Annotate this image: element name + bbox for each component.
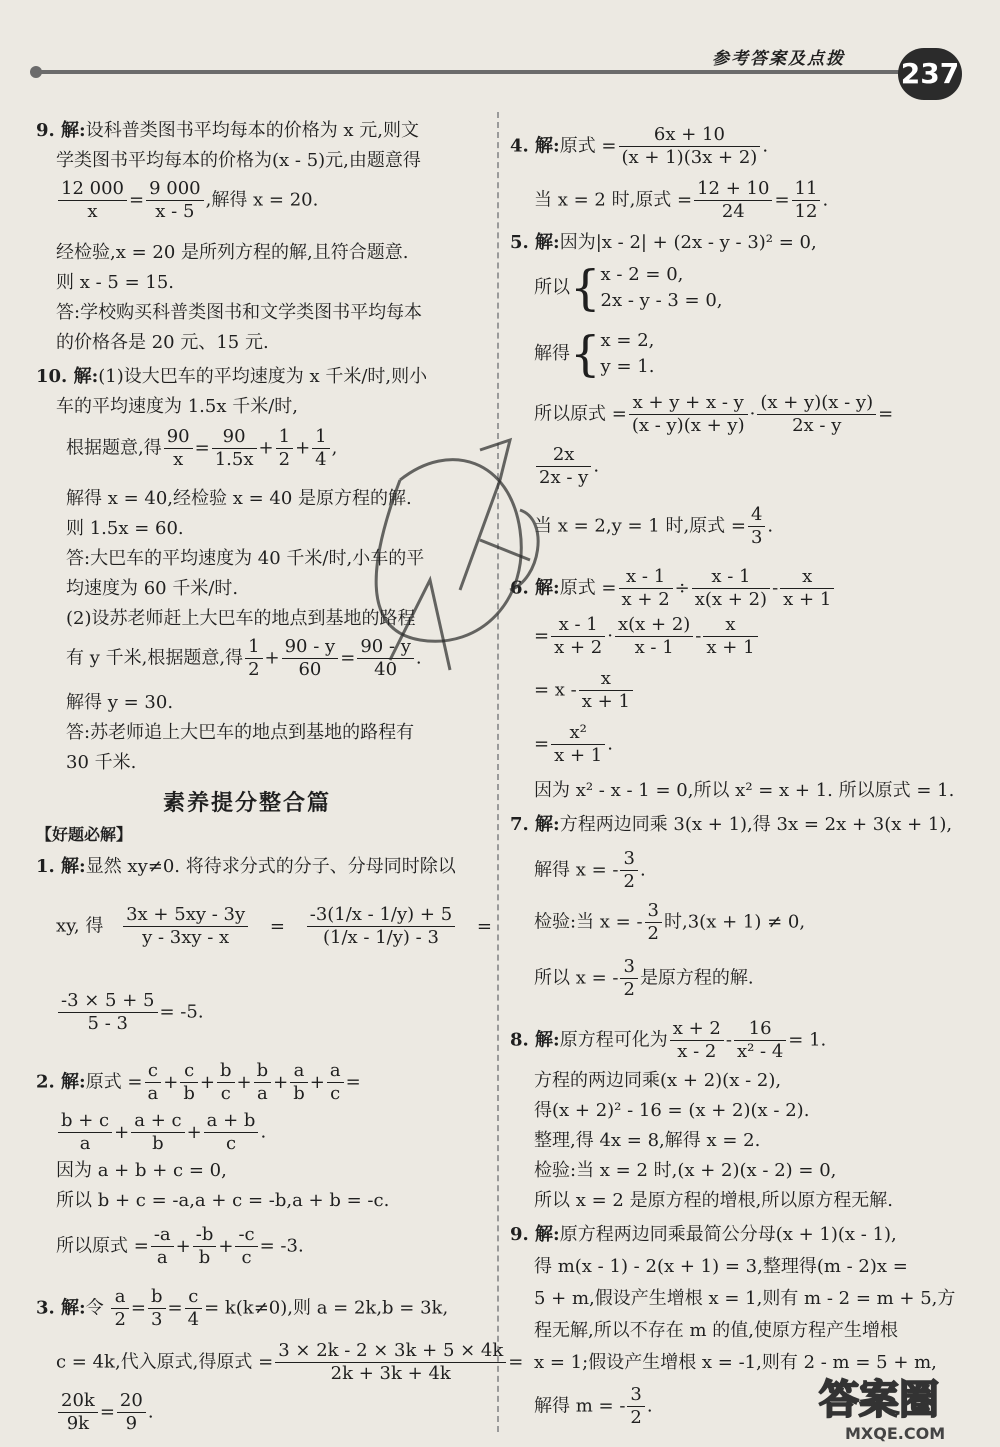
section-tag: 【好题必解】 bbox=[36, 825, 133, 844]
right-q5-line6: 当 x = 2,y = 1 时,原式 = $\frac{4}{3}$ . bbox=[534, 504, 774, 548]
right-q5-line4: 所以原式 = $\frac{x + y + x - y}{(x - y)(x + y)}$ · $\frac{(x + y)(x - y)}{2x - y}$ = bbox=[534, 392, 894, 436]
svg-text:答案圈: 答案圈 bbox=[819, 1377, 939, 1423]
right-q9-line2: 得 m(x - 1) - 2(x + 1) = 3,整理得(m - 2)x = bbox=[534, 1256, 908, 1277]
right-q9-line3: 5 + m,假设产生增根 x = 1,则有 m - 2 = m + 5,方 bbox=[534, 1288, 956, 1309]
fraction: $\frac{-b}{b}$ bbox=[193, 1224, 217, 1269]
left-s1-equation: xy, 得 $\frac{3x + 5xy - 3y}{y - 3xy - x}$ = $\frac{-3(1/x - 1/y) + 5}{(1/x - 1/y) - 3}$ = bbox=[56, 904, 492, 948]
right-q9-line6: 解得 m = - $\frac{3}{2}$ . bbox=[534, 1384, 653, 1428]
left-q10-line12: 30 千米. bbox=[66, 752, 137, 773]
right-q5-system1: 所以{ x - 2 = 0, 2x - y - 3 = 0, bbox=[534, 260, 723, 316]
left-s3-line2: c = 4k,代入原式,得原式 = $\frac{3 \times 2k - 2 \times 3k + 5 \times 4k}{2k + 3k + 4k}$ = bbox=[56, 1340, 524, 1384]
left-s3-line1: 3. 解:令 $\frac{a}{2}$ = $\frac{b}{3}$ = $\frac{c}{4}$ = k(k≠0),则 a = 2k,b = 3k, bbox=[36, 1286, 449, 1330]
plus-sign: + bbox=[236, 1071, 252, 1093]
left-s2-line1: 2. 解:原式 = $\frac{c}{a}$ + $\frac{c}{b}$ + $\frac{b}{c}$ + $\frac{b}{a}$ + $\frac{a}{b}$ + $\frac{a}{c}$ = bbox=[36, 1060, 361, 1104]
left-s3-line3: $\frac{20k}{9k}$ = $\frac{20}{9}$ . bbox=[56, 1390, 154, 1435]
left-q10-line6: 答:大巴车的平均速度为 40 千米/时,小车的平 bbox=[66, 548, 425, 569]
left-q10-line4: 解得 x = 40,经检验 x = 40 是原方程的解. bbox=[66, 488, 412, 509]
left-q9-line6: 答:学校购买科普类图书和文学类图书平均每本 bbox=[56, 302, 423, 323]
left-s1-line3: $\frac{-3 \times 5 + 5}{5 - 3}$ = -5. bbox=[56, 990, 204, 1035]
right-q4-line2: 当 x = 2 时,原式 = $\frac{12 + 10}{24}$ = $\frac{11}{12}$ . bbox=[534, 178, 829, 222]
plus-sign: + bbox=[273, 1071, 289, 1093]
right-q8-line2: 方程的两边同乘(x + 2)(x - 2), bbox=[534, 1070, 782, 1091]
left-q10-line10: 解得 y = 30. bbox=[66, 692, 174, 713]
right-q5-line1: 5. 解:因为|x - 2| + (2x - y - 3)² = 0, bbox=[510, 232, 817, 253]
plus-sign: + bbox=[114, 1121, 130, 1143]
fraction: $\frac{b}{c}$ bbox=[217, 1060, 235, 1105]
right-q7-line3: 检验:当 x = - $\frac{3}{2}$ 时,3(x + 1) ≠ 0, bbox=[534, 900, 806, 944]
column-divider bbox=[497, 112, 499, 1432]
section-title: 素养提分整合篇 bbox=[163, 791, 332, 816]
plus-sign: + bbox=[163, 1071, 179, 1093]
right-q6-line5: 因为 x² - x - 1 = 0,所以 x² = x + 1. 所以原式 = 1. bbox=[534, 780, 955, 801]
right-q5-system2: 解得{ x = 2, y = 1. bbox=[534, 326, 655, 382]
right-q8-line1: 8. 解:原方程可化为 $\frac{x + 2}{x - 2}$ - $\frac{16}{\text{x² - 4}}$ = 1. bbox=[510, 1018, 827, 1062]
left-q10-line2: 车的平均速度为 1.5x 千米/时, bbox=[56, 396, 299, 417]
left-s2-line4: 所以 b + c = -a,a + c = -b,a + b = -c. bbox=[56, 1190, 390, 1211]
left-s2-terms3 bbox=[149, 1224, 260, 1268]
fraction: $\frac{b}{a}$ bbox=[254, 1060, 272, 1105]
fraction: $\frac{a}{b}$ bbox=[290, 1060, 308, 1105]
right-q9-line1: 9. 解:原方程两边同乘最简公分母(x + 1)(x - 1), bbox=[510, 1224, 897, 1245]
right-q8-line6: 所以 x = 2 是原方程的增根,所以原方程无解. bbox=[534, 1190, 894, 1211]
left-q9-equation: $\frac{12 000}{x}$ = $\frac{9 000}{x - 5}$ ,解得 x = 20. bbox=[56, 178, 318, 223]
left-s2-line5: 所以原式 = $\frac{-a}{a}$ + $\frac{-b}{b}$ + $\frac{-c}{c}$ = -3. bbox=[56, 1224, 304, 1268]
right-q4-line1: 4. 解:原式 = $\frac{6x + 10}{(x + 1)(3x + 2)}$ . bbox=[510, 124, 769, 168]
left-q9-line5: 则 x - 5 = 15. bbox=[56, 272, 175, 293]
fraction: $\frac{9 000}{x - 5}$ bbox=[146, 178, 204, 223]
right-q6-line2: = $\frac{x - 1}{x + 2}$ · $\frac{x(x + 2)}{x - 1}$ - $\frac{x}{x + 1}$ bbox=[534, 614, 760, 659]
left-s2-line2: $\frac{b + c}{a}$ + $\frac{a + c}{b}$ + $\frac{a + b}{c}$ . bbox=[56, 1110, 266, 1155]
plus-sign: + bbox=[309, 1071, 325, 1093]
left-q9-line2: 学类图书平均每本的价格为(x - 5)元,由题意得 bbox=[56, 150, 421, 171]
right-q7-line2: 解得 x = - $\frac{3}{2}$ . bbox=[534, 848, 646, 892]
left-q10-equation2: 有 y 千米,根据题意,得 $\frac{1}{2}$ + $\frac{90 - y}{60}$ = $\frac{90 - y}{40}$ . bbox=[66, 636, 422, 680]
left-q10-line7: 均速度为 60 千米/时. bbox=[66, 578, 239, 599]
plus-sign: + bbox=[218, 1235, 234, 1257]
handwritten-watermark bbox=[360, 420, 560, 700]
left-s2-line3: 因为 a + b + c = 0, bbox=[56, 1160, 227, 1181]
fraction: $\frac{c}{a}$ bbox=[145, 1060, 162, 1105]
fraction: $\frac{a}{c}$ bbox=[327, 1060, 344, 1105]
left-s1-line1: 1. 解:显然 xy≠0. 将待求分式的分子、分母同时除以 bbox=[36, 856, 456, 877]
fraction: $\frac{b + c}{a}$ bbox=[58, 1110, 112, 1155]
left-q9-line1: 9. 解:设科普类图书平均每本的价格为 x 元,则文 bbox=[36, 120, 420, 141]
plus-sign: + bbox=[199, 1071, 215, 1093]
header-rule bbox=[38, 70, 900, 74]
left-q10-line8: (2)设苏老师赶上大巴车的地点到基地的路程 bbox=[66, 608, 416, 629]
right-q6-line1: 6. 解:原式 = $\frac{x - 1}{x + 2}$ ÷ $\frac{x - 1}{x(x + 2)}$ - $\frac{x}{x + 1}$ bbox=[510, 566, 836, 611]
left-q10-line11: 答:苏老师追上大巴车的地点到基地的路程有 bbox=[66, 722, 415, 743]
right-q6-line3: = x - $\frac{x}{x + 1}$ bbox=[534, 668, 635, 713]
fraction: $\frac{12 000}{x}$ bbox=[58, 178, 127, 223]
page-number: 237 bbox=[898, 48, 962, 100]
right-q5-line5: $\frac{2x}{2x - y}$ . bbox=[534, 444, 599, 489]
right-q8-line3: 得(x + 2)² - 16 = (x + 2)(x - 2). bbox=[534, 1100, 810, 1121]
right-q7-line4: 所以 x = - $\frac{3}{2}$ 是原方程的解. bbox=[534, 956, 754, 1000]
fraction: $\frac{a + c}{b}$ bbox=[131, 1110, 184, 1155]
left-q9-line7: 的价格各是 20 元、15 元. bbox=[56, 332, 269, 353]
fraction: $\frac{c}{b}$ bbox=[180, 1060, 198, 1105]
right-q8-line5: 检验:当 x = 2 时,(x + 2)(x - 2) = 0, bbox=[534, 1160, 837, 1181]
left-q10-line5: 则 1.5x = 60. bbox=[66, 518, 184, 539]
right-q9-line4: 程无解,所以不存在 m 的值,使原方程产生增根 bbox=[534, 1320, 898, 1341]
plus-sign: + bbox=[175, 1235, 191, 1257]
header-title: 参考答案及点拨 bbox=[712, 49, 845, 69]
fraction: $\frac{-a}{a}$ bbox=[151, 1224, 174, 1269]
left-q10-equation: 根据题意,得 $\frac{90}{x}$ = $\frac{90}{1.5x}$ + $\frac{1}{2}$ + $\frac{1}{4}$ , bbox=[66, 426, 338, 470]
fraction: $\frac{-c}{c}$ bbox=[235, 1224, 257, 1269]
site-logo bbox=[815, 1365, 990, 1445]
right-q9-line5: x = 1;假设产生增根 x = -1,则有 2 - m = 5 + m, bbox=[534, 1352, 937, 1373]
right-q6-line4: = $\frac{\text{x²}}{x + 1}$ . bbox=[534, 722, 613, 766]
svg-text:MXQE.COM: MXQE.COM bbox=[845, 1424, 946, 1443]
right-q8-line4: 整理,得 4x = 8,解得 x = 2. bbox=[534, 1130, 761, 1151]
right-q7-line1: 7. 解:方程两边同乘 3(x + 1),得 3x = 2x + 3(x + 1), bbox=[510, 814, 953, 835]
left-s2-terms2 bbox=[56, 1110, 260, 1154]
plus-sign: + bbox=[186, 1121, 202, 1143]
fraction: $\frac{a + b}{c}$ bbox=[204, 1110, 259, 1155]
left-q9-line4: 经检验,x = 20 是所列方程的解,且符合题意. bbox=[56, 242, 409, 263]
left-q10-line1: 10. 解:(1)设大巴车的平均速度为 x 千米/时,则小 bbox=[36, 366, 428, 387]
